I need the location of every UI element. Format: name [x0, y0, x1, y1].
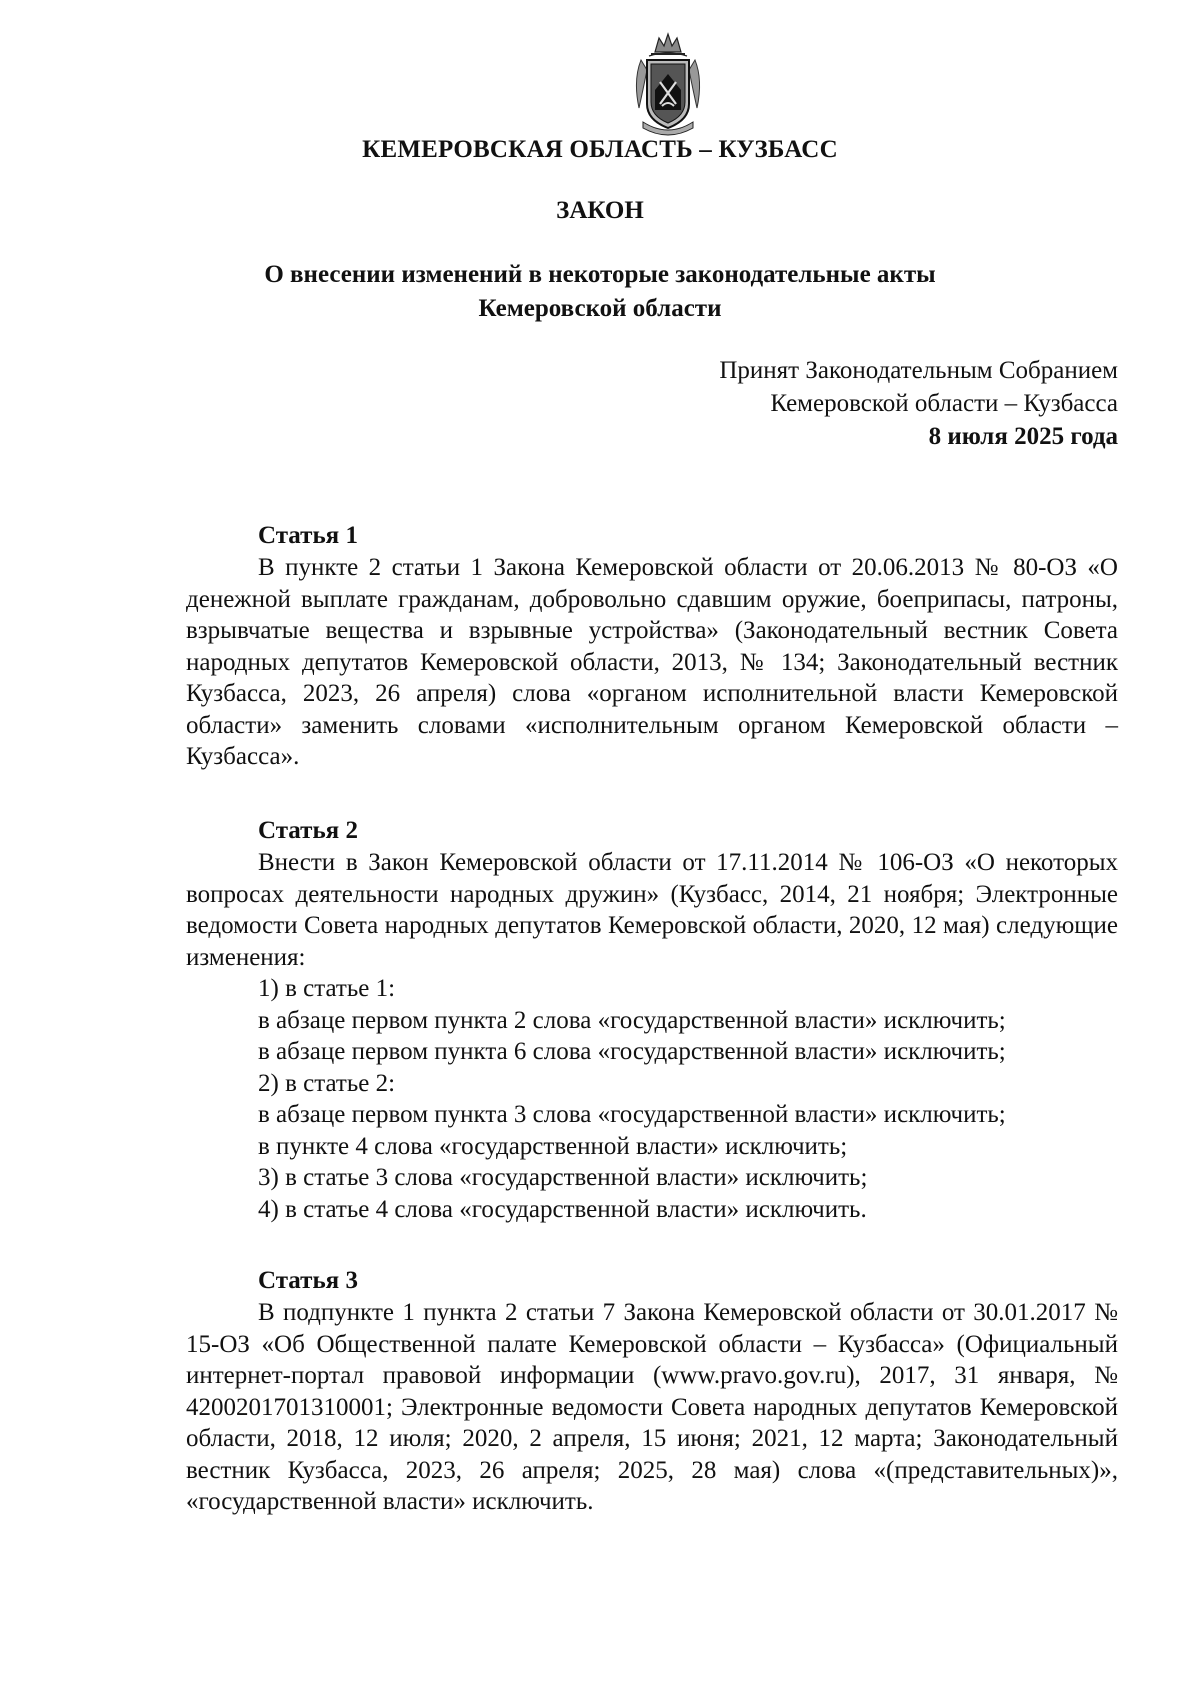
- law-subject-heading: [0, 258, 1200, 326]
- amendment-item: в пункте 4 слова «государственной власти» исключить;: [258, 1132, 848, 1160]
- amendment-item: 2) в статье 2:: [258, 1069, 396, 1097]
- amendment-item: 1) в статье 1:: [258, 975, 396, 1002]
- article-1: [186, 520, 1118, 773]
- article-heading: Статья 1: [258, 522, 358, 549]
- adoption-date: 8 июля 2025 года: [928, 423, 1118, 450]
- amendment-item: в абзаце первом пункта 3 слова «государственной власти» исключить;: [258, 1101, 1006, 1128]
- article-2: [186, 815, 1118, 1225]
- adoption-line-1: Принят Законодательным Собранием: [719, 357, 1118, 384]
- region-title: КЕМЕРОВСКАЯ ОБЛАСТЬ – КУЗБАСС: [362, 136, 838, 163]
- amendment-item: в абзаце первом пункта 2 слова «государственной власти» исключить;: [258, 1006, 1006, 1034]
- document-type-title: ЗАКОН: [556, 197, 644, 224]
- kemerovo-coat-of-arms-icon: [627, 30, 709, 138]
- law-subject-line-2: Кемеровской области: [478, 295, 722, 322]
- article-heading: Статья 3: [258, 1267, 358, 1294]
- article-heading: Статья 2: [258, 817, 358, 844]
- article-body: В подпункте 1 пункта 2 статьи 7 Закона Кемеровской области от 30.01.2017 № 15-ОЗ «Об Общественной палате Кемеровской области – Кузбасса» (Официальный интернет-портал правовой информации (www.pravo.gov.ru), 2017, 31 января, № 4200201701310001; Электронные ведомости Совета народных депутатов Кемеровской области, 2018, 12 июля; 2020, 2 апреля, 15 июня; 2021, 12 марта; Законодательный вестник Кузбасса, 2023, 26 апреля; 2025, 28 мая) слова «(представительных)», «государственной власти» исключить.: [186, 1299, 1118, 1515]
- adoption-note: [719, 354, 1118, 453]
- article-body: Внести в Закон Кемеровской области от 17.11.2014 № 106-ОЗ «О некоторых вопросах деятельности народных дружин» (Кузбасс, 2014, 21 ноября; Электронные ведомости Совета народных депутатов Кемеровской области, 2020, 12 мая) следующие изменения:: [186, 849, 1118, 971]
- amendment-item: в абзаце первом пункта 6 слова «государственной власти» исключить;: [258, 1038, 1006, 1065]
- article-body: В пункте 2 статьи 1 Закона Кемеровской области от 20.06.2013 № 80-ОЗ «О денежной выплате гражданам, добровольно сдавшим оружие, боеприпасы, патроны, взрывчатые вещества и взрывные устройства» (Законодательный вестник Совета народных депутатов Кемеровской области, 2013, № 134; Законодательный вестник Кузбасса, 2023, 26 апреля) слова «органом исполнительной власти Кемеровской области» заменить словами «исполнительным органом Кемеровской области – Кузбасса».: [186, 554, 1118, 770]
- amendment-item: 3) в статье 3 слова «государственной власти» исключить;: [258, 1164, 868, 1191]
- article-3: [186, 1265, 1118, 1518]
- adoption-line-2: Кемеровской области – Кузбасса: [770, 390, 1118, 417]
- law-subject-line-1: О внесении изменений в некоторые законодательные акты: [264, 261, 936, 288]
- amendment-item: 4) в статье 4 слова «государственной власти» исключить.: [258, 1195, 867, 1223]
